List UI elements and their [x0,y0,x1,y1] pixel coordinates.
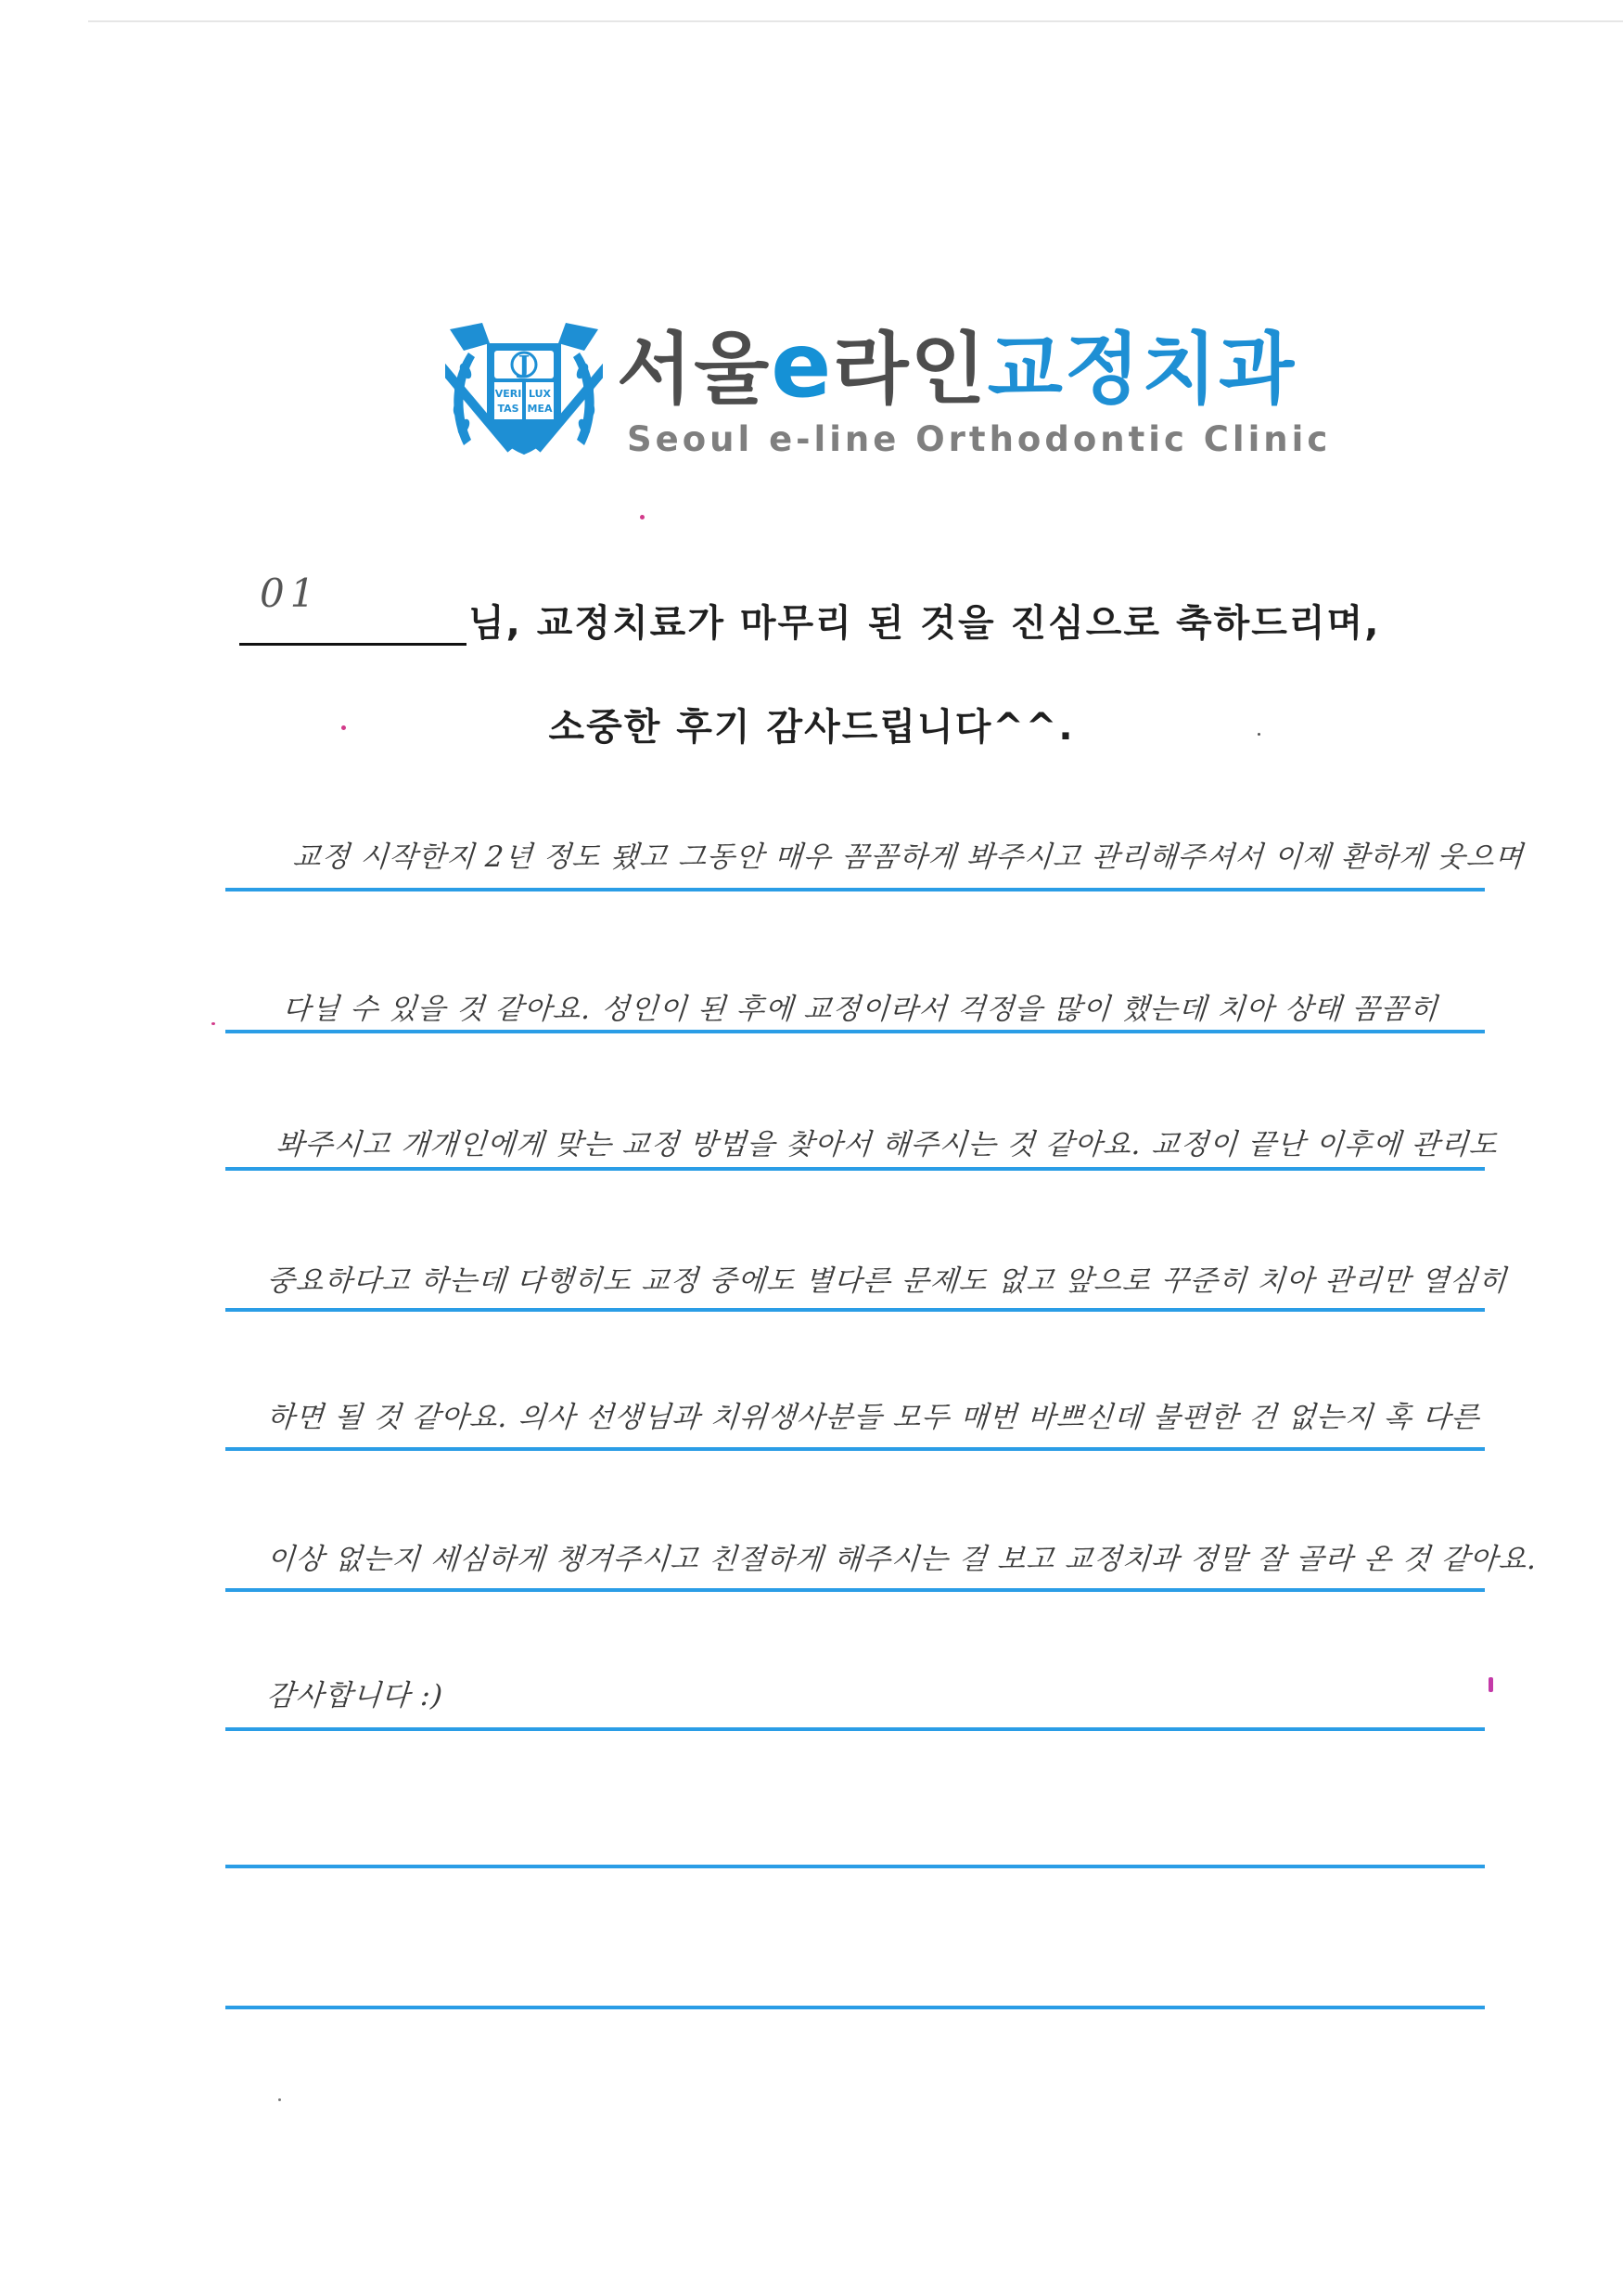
review-line: 이상 없는지 세심하게 챙겨주시고 친절하게 해주시는 걸 보고 교정치과 정말 잘 골라 온 것 같아요. [265,1543,1539,1576]
clinic-header [445,314,1332,478]
ruled-line [225,888,1485,891]
scan-speck [1258,733,1260,736]
clinic-name-part: 라인 [833,324,988,415]
ruled-line [225,1727,1485,1731]
emblem-word: MEA [527,403,553,415]
ruled-line [225,2006,1485,2009]
scan-speck [278,2098,281,2101]
clinic-name-english: Seoul e-line Orthodontic Clinic [627,419,1332,459]
review-line: 다닐 수 있을 것 같아요. 성인이 된 후에 교정이라서 걱정을 많이 했는데 치아 상태 꼼꼼히 [281,993,1439,1026]
ruled-line [225,1588,1485,1592]
scan-speck [341,725,346,730]
clinic-emblem-icon [445,315,603,473]
ruled-line [225,1030,1485,1033]
scan-speck [211,1022,215,1025]
ruled-line [225,1308,1485,1312]
ruled-line [225,1865,1485,1868]
emblem-word: TAS [497,403,519,415]
clinic-name-e: e [771,314,834,417]
review-line: 봐주시고 개개인에게 맞는 교정 방법을 찾아서 해주시는 것 같아요. 교정이 끝난 이후에 관리도 [275,1128,1500,1161]
svg-text:J: J [518,352,530,379]
review-line: 교정 시작한지 2년 정도 됐고 그동안 매우 꼼꼼하게 봐주시고 관리해주셔서 이제 환하게 웃으며 [291,840,1525,874]
patient-name-blank [239,643,466,646]
ruled-line [225,1167,1485,1171]
review-line: 중요하다고 하는데 다행히도 교정 중에도 별다른 문제도 없고 앞으로 꾸준히 치아 관리만 열심히 [265,1264,1509,1298]
patient-name-handwritten: 01 [260,571,321,616]
scan-speck [640,515,645,519]
clinic-name-korean [617,314,1297,417]
greeting-line-2: 소중한 후기 감사드립니다^^. [548,706,1075,749]
review-line: 감사합니다 :) [265,1679,445,1712]
emblem-word: VERI [494,388,522,400]
emblem-word: LUX [528,388,552,400]
ruled-line [225,1447,1485,1451]
clinic-name-part: 서울 [617,324,772,415]
review-line: 하면 될 것 같아요. 의사 선생님과 치위생사분들 모두 매번 바쁘신데 불편한 건 없는지 혹 다른 [265,1401,1481,1434]
scan-top-edge [88,20,1623,22]
clinic-name-part: 교정치과 [987,324,1297,415]
greeting-line-1: 님, 교정치료가 마무리 된 것을 진심으로 축하드리며, [468,602,1381,645]
scan-speck [1489,1677,1493,1692]
